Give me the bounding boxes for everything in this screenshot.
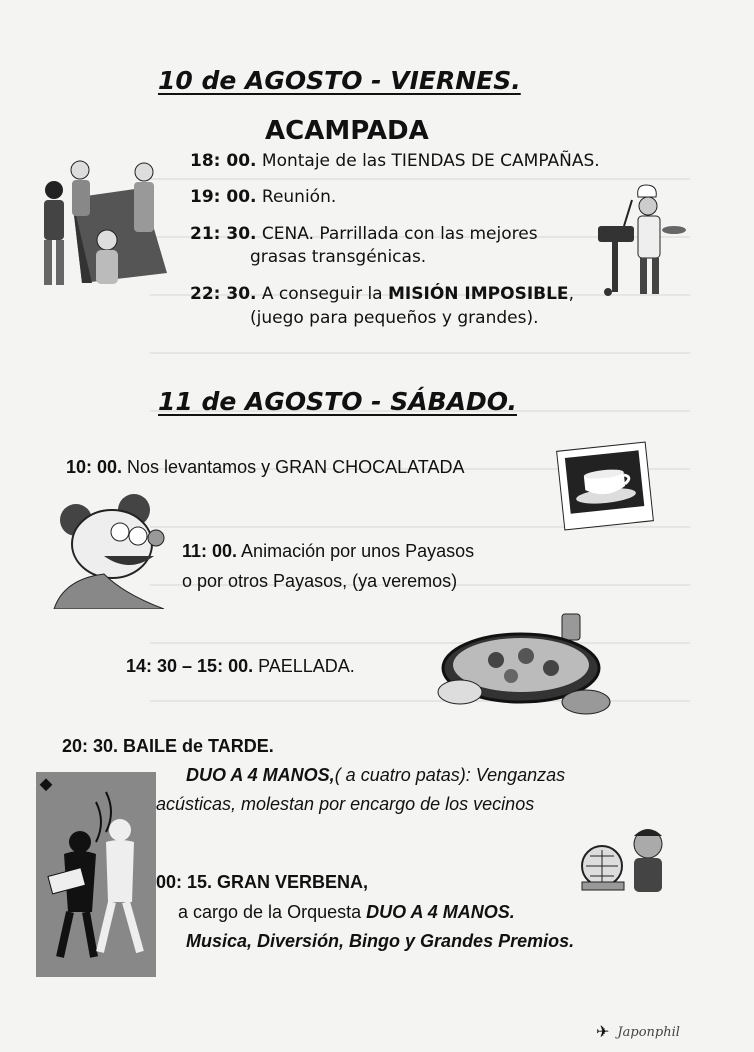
event-1800 xyxy=(190,151,600,171)
coffee-cup-photo xyxy=(556,442,654,531)
event-time: 21: 30. xyxy=(190,224,257,244)
event-1430 xyxy=(126,656,355,677)
event-2030 xyxy=(62,736,274,757)
event-time: 11: 00. xyxy=(182,541,238,561)
band-name: DUO A 4 MANOS, xyxy=(186,765,335,785)
section-title-acampada: ACAMPADA xyxy=(265,116,429,146)
event-2030-line2: acústicas, molestan por encargo de los vecinos xyxy=(156,794,535,814)
event-1100 xyxy=(182,541,474,562)
band-name: DUO A 4 MANOS. xyxy=(366,902,515,922)
musicians-dancers-illustration xyxy=(36,772,156,977)
event-0015-line1 xyxy=(178,902,515,923)
event-2030-line1 xyxy=(186,765,565,786)
event-text: Animación por unos Payasos xyxy=(237,541,475,561)
paella-illustration xyxy=(436,610,616,725)
event-time: 19: 00. xyxy=(190,187,257,207)
event-2230-line2: (juego para pequeños y grandes). xyxy=(250,308,539,328)
event-time: 20: 30. BAILE de TARDE. xyxy=(62,736,274,756)
event-text: Reunión. xyxy=(256,187,337,207)
chef-bbq-illustration xyxy=(596,180,691,300)
event-1100-line2: o por otros Payasos, (ya veremos) xyxy=(182,571,458,591)
event-text: A conseguir la xyxy=(256,284,389,304)
mission-impossible: MISIÓN IMPOSIBLE xyxy=(388,284,569,304)
event-text: Nos levantamos y GRAN CHOCALATADA xyxy=(122,457,465,477)
signature xyxy=(596,1022,680,1042)
day-title-saturday: 11 de AGOSTO - SÁBADO. xyxy=(158,387,517,416)
event-2130 xyxy=(190,224,538,244)
event-1000 xyxy=(66,457,464,478)
event-0015 xyxy=(156,872,368,893)
event-2130-line2: grasas transgénicas. xyxy=(250,247,427,267)
event-time: 10: 00. xyxy=(66,457,123,477)
event-text: Montaje de las TIENDAS DE CAMPAÑAS. xyxy=(256,151,600,171)
event-0015-line2: Musica, Diversión, Bingo y Grandes Premios. xyxy=(186,931,575,951)
event-time: 18: 00. xyxy=(190,151,257,171)
bingo-player-illustration xyxy=(580,822,672,896)
event-time: 00: 15. GRAN VERBENA, xyxy=(156,872,369,892)
signature-text: Japonphil xyxy=(617,1024,680,1040)
campers-illustration xyxy=(32,158,172,298)
event-time: 22: 30. xyxy=(190,284,257,304)
clown-illustration xyxy=(44,494,184,609)
event-2230 xyxy=(190,284,574,304)
japan-map-icon: ✈ xyxy=(596,1024,610,1041)
event-text: a cargo de la Orquesta xyxy=(178,902,367,922)
event-time: 14: 30 – 15: 00. xyxy=(126,656,254,676)
event-tail: , xyxy=(568,284,574,304)
event-1900 xyxy=(190,187,336,207)
event-text: PAELLADA. xyxy=(253,656,355,676)
event-text: ( a cuatro patas): Venganzas xyxy=(334,765,566,785)
day-title-friday: 10 de AGOSTO - VIERNES. xyxy=(158,66,521,95)
event-text: CENA. Parrillada con las mejores xyxy=(256,224,538,244)
